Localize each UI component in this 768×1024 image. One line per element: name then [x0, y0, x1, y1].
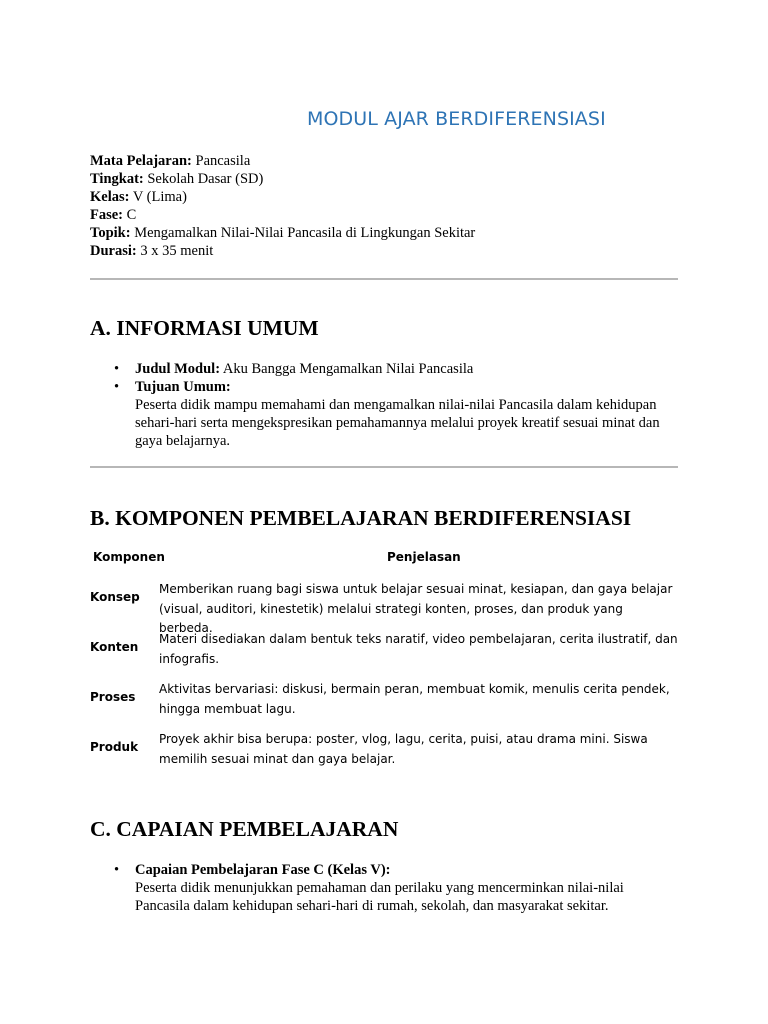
differentiation-table: Komponen Penjelasan Konsep Memberikan ruang bagi siswa untuk belajar sesuai minat, kesiapan, dan gaya belajar (visual, auditori, kinestetik) melalui strategi konten, proses, dan produk yang berbeda. Konten Materi disediakan dalam bentuk teks naratif, video pembelajaran, cerita ilustratif, dan infografis. Proses Aktivitas bervariasi: diskusi, bermain peran, membuat komik, menulis cerita pendek, hingga membuat lagu. Produk Proyek akhir bisa berupa: poster, vlog, lagu, cerita, puisi, atau drama mini. Siswa memilih sesuai minat dan gaya belajar. [90, 550, 680, 570]
column-header-penjelasan: Penjelasan [387, 550, 461, 564]
document-title: MODUL AJAR BERDIFERENSIASI [307, 108, 606, 130]
table-header [90, 550, 680, 570]
meta-duration: Durasi: 3 x 35 menit [90, 243, 214, 259]
meta-level: Tingkat: Sekolah Dasar (SD) [90, 171, 264, 187]
horizontal-divider [90, 466, 678, 468]
meta-phase: Fase: C [90, 207, 137, 223]
section-a-list [90, 360, 678, 450]
horizontal-divider [90, 278, 678, 280]
meta-subject: Mata Pelajaran: Pancasila [90, 153, 251, 169]
section-b-heading: B. KOMPONEN PEMBELAJARAN BERDIFERENSIASI [90, 506, 632, 530]
meta-class: Kelas: V (Lima) [90, 189, 187, 205]
column-header-komponen: Komponen [93, 550, 165, 564]
list-item-tujuan-umum: • Tujuan Umum: Peserta didik mampu memahami dan mengamalkan nilai-nilai Pancasila dalam kehidupan sehari-hari serta mengekspresikan pemahamannya melalui proyek kreatif sesuai minat dan gaya belajarnya. [90, 378, 678, 450]
meta-topic: Topik: Mengamalkan Nilai-Nilai Pancasila di Lingkungan Sekitar [90, 225, 476, 241]
section-c-heading: C. CAPAIAN PEMBELAJARAN [90, 817, 399, 841]
section-c-list [90, 861, 678, 915]
module-metadata [90, 152, 475, 260]
list-item-judul-modul: • Judul Modul: Aku Bangga Mengamalkan Nilai Pancasila [90, 360, 678, 378]
section-a-heading: A. INFORMASI UMUM [90, 316, 319, 340]
list-item-capaian-fase-c: • Capaian Pembelajaran Fase C (Kelas V): Peserta didik menunjukkan pemahaman dan perilaku yang mencerminkan nilai-nilai Pancasila dalam kehidupan sehari-hari di rumah, sekolah, dan masyarakat sekitar. [90, 861, 678, 915]
